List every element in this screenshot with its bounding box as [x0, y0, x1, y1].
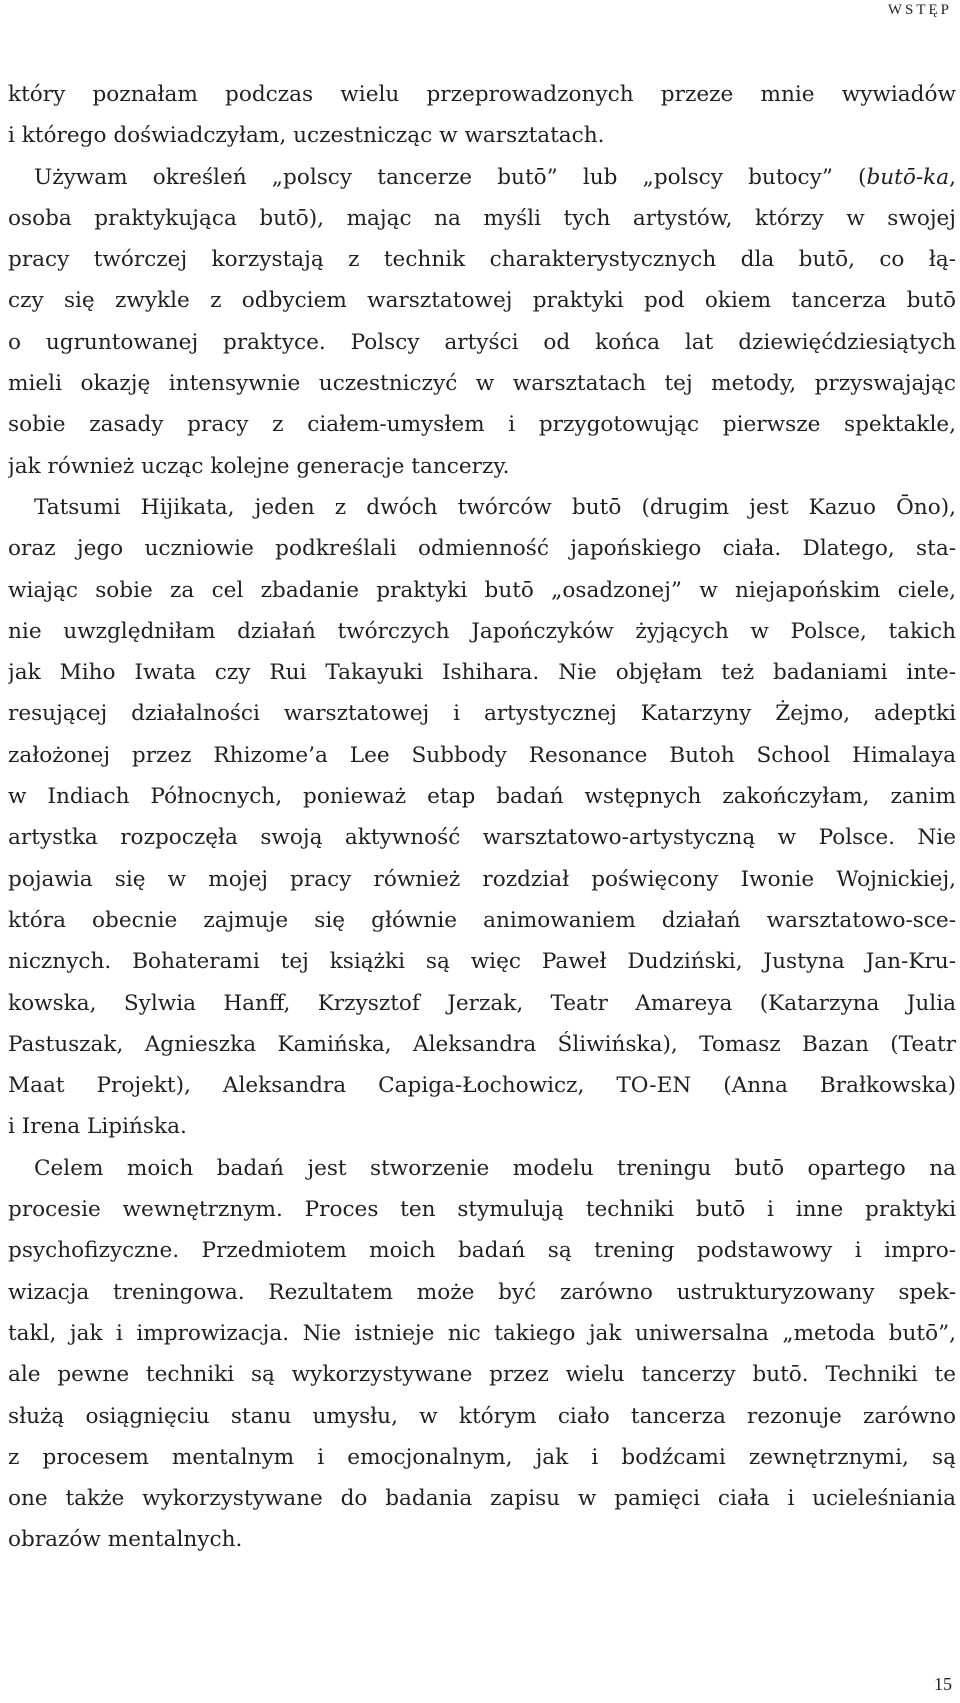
- text-line: czy się zwykle z odbyciem warsztatowej praktyki pod okiem tancerza butō: [8, 288, 956, 314]
- text-line: osoba praktykująca butō), mając na myśli tych artystów, którzy w swojej: [8, 205, 956, 231]
- text-line: i Irena Lipińska.: [8, 1114, 187, 1140]
- text-line: nicznych. Bohaterami tej książki są więc Paweł Dudziński, Justyna Jan-Kru-: [8, 949, 956, 975]
- text-line: psychofizyczne. Przedmiotem moich badań są trening podstawowy i impro-: [8, 1238, 956, 1264]
- text-line: o ugruntowanej praktyce. Polscy artyści od końca lat dziewięćdziesiątych: [8, 329, 956, 355]
- text-line: ale pewne techniki są wykorzystywane przez wielu tancerzy butō. Techniki te: [8, 1362, 956, 1388]
- text-line: mieli okazję intensywnie uczestniczyć w warsztatach tej metody, przyswajając: [8, 371, 956, 397]
- text-line: pracy twórczej korzystają z technik charakterystycznych dla butō, co łą-: [8, 247, 956, 273]
- text-line: który poznałam podczas wielu przeprowadzonych przeze mnie wywiadów: [8, 82, 956, 107]
- text-line: procesie wewnętrznym. Proces ten stymulują techniki butō i inne praktyki: [8, 1197, 956, 1223]
- text-line: i którego doświadczyłam, uczestnicząc w warsztatach.: [8, 123, 605, 149]
- text-line: założonej przez Rhizome’a Lee Subbody Resonance Butoh School Himalaya: [8, 742, 956, 768]
- body-text: [8, 74, 956, 1561]
- text-line: wizacja treningowa. Rezultatem może być zarówno ustrukturyzowany spek-: [8, 1279, 956, 1305]
- text-line: sobie zasady pracy z ciałem-umysłem i przygotowując pierwsze spektakle,: [8, 412, 956, 438]
- text-line: Pastuszak, Agnieszka Kamińska, Aleksandra Śliwińska), Tomasz Bazan (Teatr: [8, 1031, 956, 1057]
- text-line: Maat Projekt), Aleksandra Capiga-Łochowicz, TO-EN (Anna Brałkowska): [8, 1073, 956, 1099]
- text-line: z procesem mentalnym i emocjonalnym, jak i bodźcami zewnętrznymi, są: [8, 1444, 956, 1470]
- text-line: oraz jego uczniowie podkreślali odmienność japońskiego ciała. Dlatego, sta-: [8, 536, 956, 562]
- text-line: Celem moich badań jest stworzenie modelu treningu butō opartego na: [34, 1155, 956, 1181]
- page-number: 15: [934, 1674, 952, 1694]
- text-line: pojawia się w mojej pracy również rozdział poświęcony Iwonie Wojnickiej,: [8, 866, 956, 892]
- text-line: one także wykorzystywane do badania zapisu w pamięci ciała i ucieleśniania: [8, 1486, 956, 1512]
- running-header: WSTĘP: [887, 2, 952, 18]
- text-line: w Indiach Północnych, ponieważ etap badań wstępnych zakończyłam, zanim: [8, 784, 956, 810]
- text-line: resującej działalności warsztatowej i artystycznej Katarzyny Żejmo, adeptki: [8, 701, 956, 727]
- text-line: nie uwzględniłam działań twórczych Japończyków żyjących w Polsce, takich: [8, 618, 956, 644]
- text-line: Używam określeń „polscy tancerze butō” lub „polscy butocy” (butō-ka,: [34, 164, 956, 190]
- italic-term: butō-ka: [866, 164, 950, 190]
- text-line: służą osiągnięciu stanu umysłu, w którym ciało tancerza rezonuje zarówno: [8, 1403, 956, 1429]
- text-line: jak Miho Iwata czy Rui Takayuki Ishihara. Nie objęłam też badaniami inte-: [8, 660, 956, 686]
- text-line: obrazów mentalnych.: [8, 1527, 243, 1553]
- text-line: wiając sobie za cel zbadanie praktyki butō „osadzonej” w niejapońskim ciele,: [8, 577, 956, 603]
- text-line: artystka rozpoczęła swoją aktywność warsztatowo-artystyczną w Polsce. Nie: [8, 825, 956, 851]
- text-line: która obecnie zajmuje się głównie animowaniem działań warsztatowo-sce-: [8, 907, 956, 933]
- text-line: Tatsumi Hijikata, jeden z dwóch twórców butō (drugim jest Kazuo Ōno),: [34, 494, 956, 520]
- text-line: jak również ucząc kolejne generacje tancerzy.: [8, 453, 510, 479]
- text-line: kowska, Sylwia Hanff, Krzysztof Jerzak, Teatr Amareya (Katarzyna Julia: [8, 990, 956, 1016]
- text-line: takl, jak i improwizacja. Nie istnieje nic takiego jak uniwersalna „metoda butō”,: [8, 1320, 956, 1346]
